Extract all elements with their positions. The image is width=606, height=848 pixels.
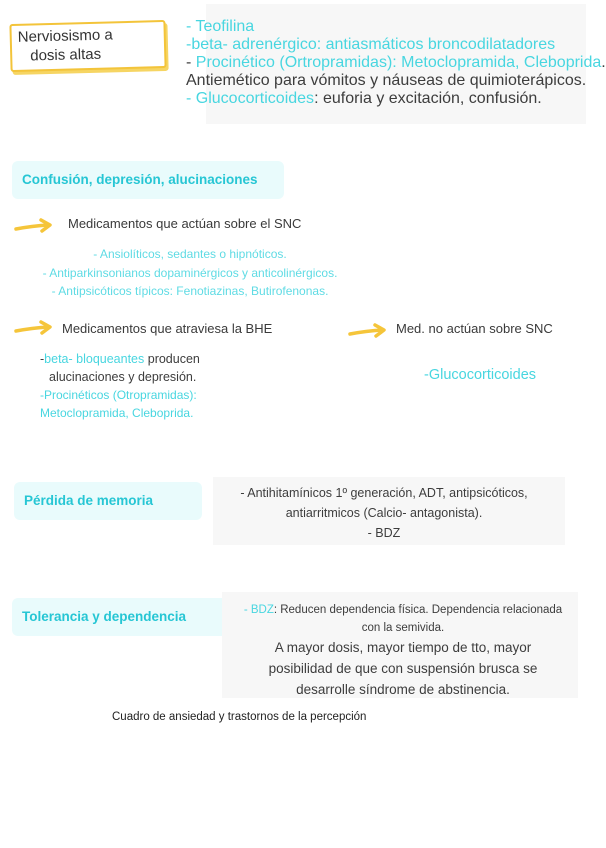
- teofilina-text: Teofilina: [195, 18, 255, 35]
- nerviosismo-label-box: [9, 20, 166, 72]
- memoria-line-1: - Antihitamínicos 1º generación, ADT, antipsicóticos,: [240, 486, 528, 500]
- snc-item-1: - Ansiolíticos, sedantes o hipnóticos.: [93, 247, 287, 261]
- memoria-line-3: - BDZ: [367, 526, 401, 540]
- memoria-line-2: antiarritmicos (Calcio- antagonista).: [285, 506, 483, 520]
- bhe-item-1: -beta- bloqueantes producen: [40, 352, 200, 366]
- nerviosismo-item-3-line2: Antiemético para vómitos y náuseas de quimioterápicos.: [186, 72, 587, 89]
- arrow-right-icon: [14, 321, 54, 337]
- snc-list: [0, 245, 380, 301]
- memoria-text: [213, 483, 555, 543]
- tolerancia-line-2: con la semivida.: [361, 622, 445, 634]
- bdz-text: BDZ: [250, 604, 274, 616]
- nerviosismo-item-1: - Teofilina: [186, 18, 255, 35]
- arrow-right-icon: [14, 219, 54, 235]
- snc-item-3: - Antipsicóticos típicos: Fenotiazinas, Butirofenonas.: [51, 284, 329, 298]
- tolerancia-line-4: posibilidad de que con suspensión brusca se: [268, 661, 538, 676]
- no-snc-heading: Med. no actúan sobre SNC: [396, 321, 553, 336]
- bhe-item-1-line2: alucinaciones y depresión.: [49, 370, 197, 384]
- memoria-heading: Pérdida de memoria: [14, 482, 202, 520]
- tolerancia-line-1: - BDZ: Reducen dependencia física. Dependencia relacionada: [243, 604, 563, 616]
- nerviosismo-label-line2: dosis altas: [30, 45, 102, 65]
- snc-item-2: - Antiparkinsonianos dopaminérgicos y anticolinérgicos.: [42, 265, 338, 280]
- no-snc-item: -Glucocorticoides: [424, 367, 537, 383]
- tolerancia-line-3: A mayor dosis, mayor tiempo de tto, mayor: [274, 640, 532, 655]
- nerviosismo-item-3: - Procinético (Ortropramidas): Metoclopramida, Cleboprida.: [186, 54, 606, 71]
- tolerancia-heading: Tolerancia y dependencia: [12, 598, 237, 636]
- bhe-heading: Medicamentos que atraviesa la BHE: [62, 321, 273, 336]
- confusion-heading: Confusión, depresión, alucinaciones: [12, 161, 284, 199]
- snc-heading: Medicamentos que actúan sobre el SNC: [68, 216, 302, 231]
- nerviosismo-item-4: - Glucocorticoides: euforia y excitación, confusión.: [186, 90, 542, 107]
- beta-adrenergico-text: beta- adrenérgico: antiasmáticos broncodilatadores: [191, 36, 556, 53]
- tolerancia-text: [212, 601, 594, 700]
- nerviosismo-item-2: -beta- adrenérgico: antiasmáticos broncodilatadores: [186, 36, 556, 53]
- footer-caption: Cuadro de ansiedad y trastornos de la percepción: [112, 711, 367, 723]
- tolerancia-line-5: desarrolle síndrome de abstinencia.: [296, 682, 510, 697]
- arrow-right-icon: [348, 324, 388, 340]
- glucocorticoides-text: Glucocorticoides: [195, 90, 315, 107]
- bhe-item-2-line2: Metoclopramida, Cleboprida.: [40, 406, 194, 420]
- nerviosismo-label-line1: Nerviosismo a: [17, 26, 113, 46]
- procineticos-text: Procinéticos (Otropramidas):: [44, 388, 197, 402]
- nerviosismo-list: [186, 18, 606, 108]
- bhe-list: [40, 350, 250, 422]
- bhe-item-2: -Procinéticos (Otropramidas):: [40, 388, 197, 402]
- beta-bloqueantes-text: beta- bloqueantes: [44, 352, 145, 366]
- procinetico-text: Procinético (Ortropramidas): Metoclopramida, Cleboprida: [195, 54, 602, 71]
